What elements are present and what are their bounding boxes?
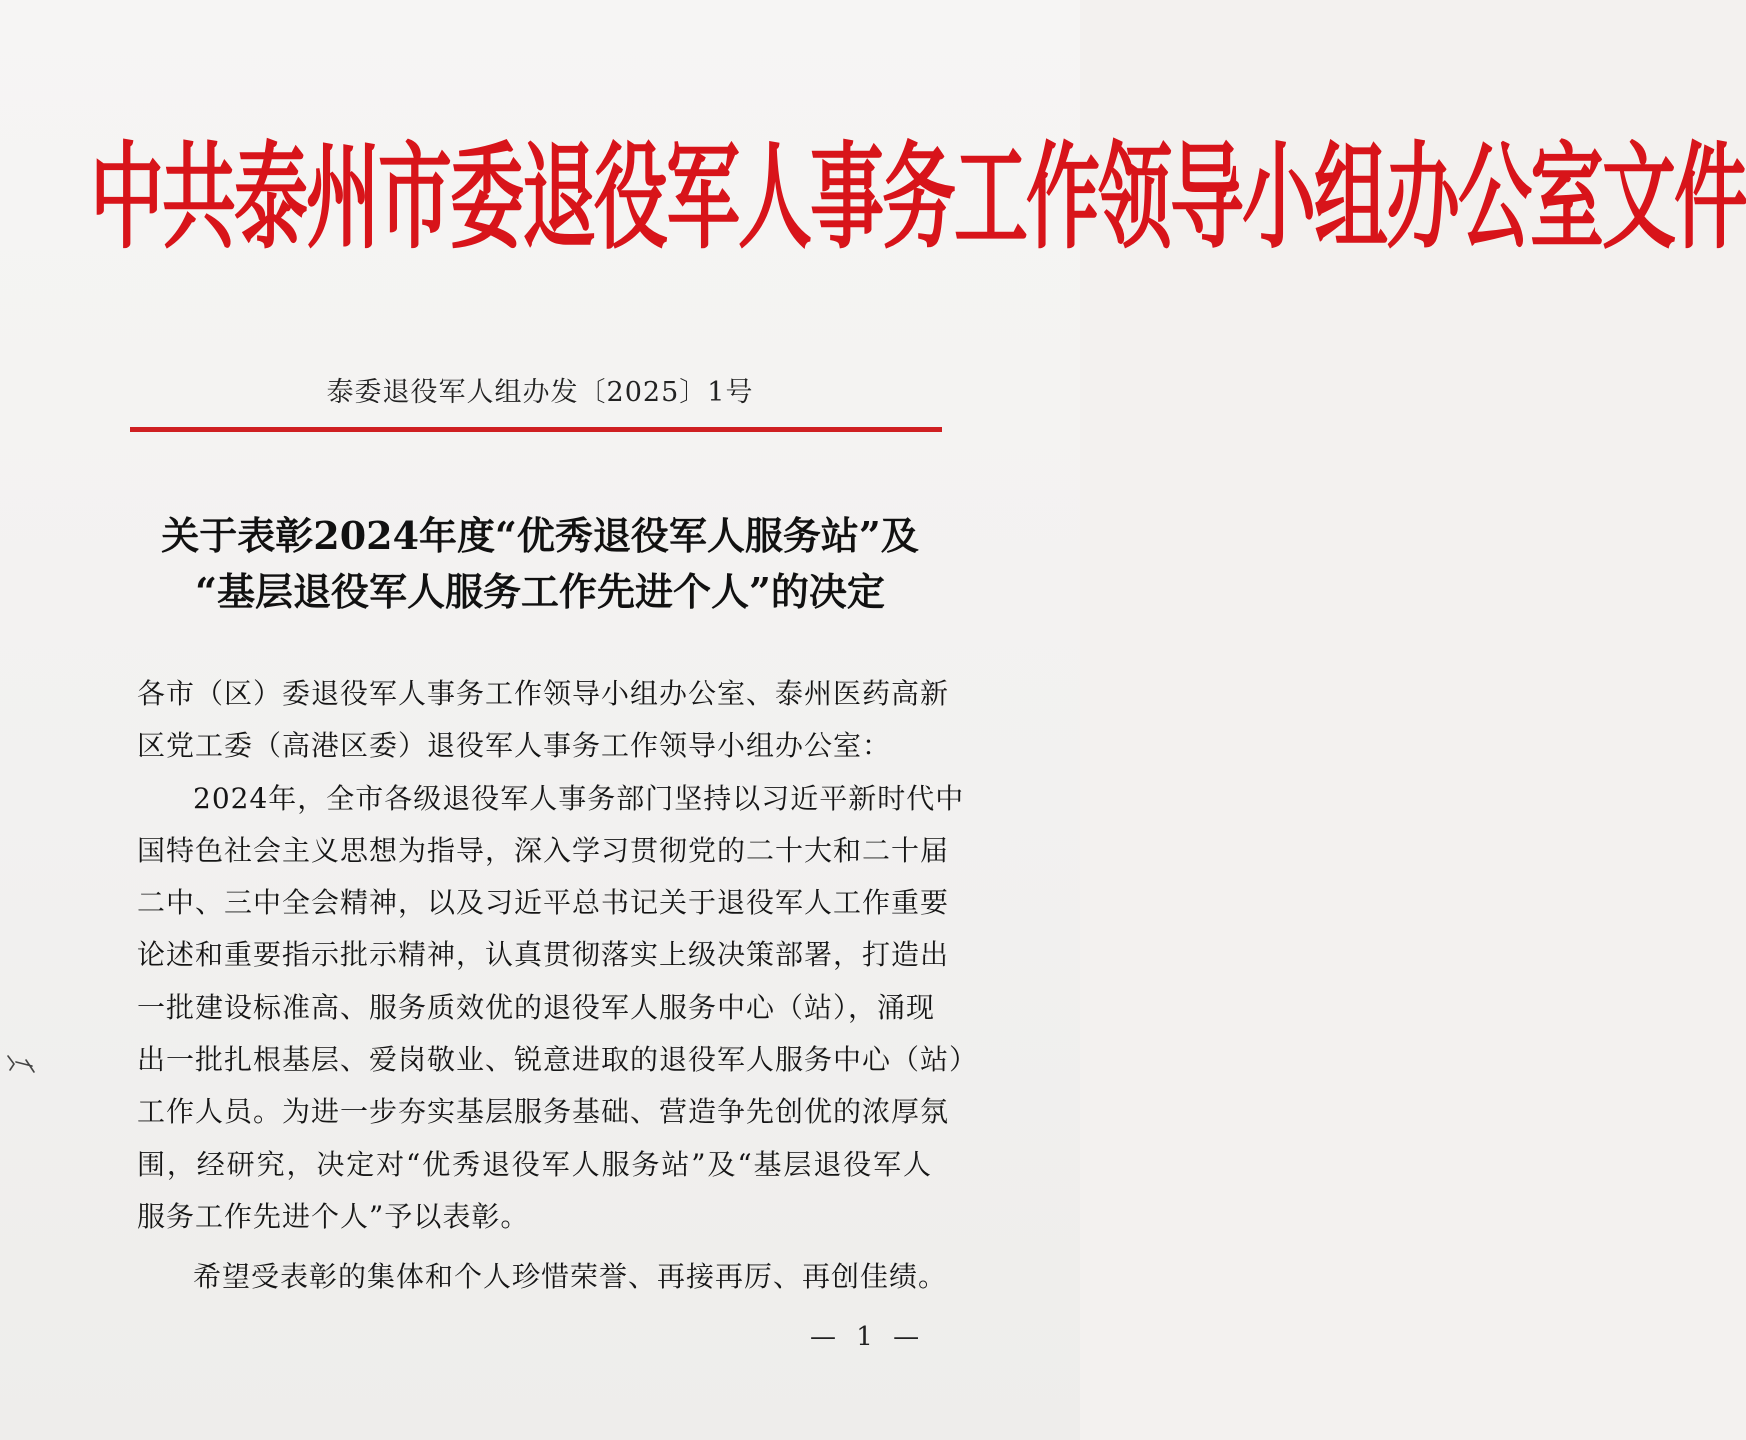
document-body xyxy=(137,668,979,1304)
paragraph-line: 二中、三中全会精神，以及习近平总书记关于退役军人工作重要 xyxy=(137,886,950,920)
paragraph-line: 国特色社会主义思想为指导，深入学习贯彻党的二十大和二十届 xyxy=(137,833,950,867)
decision-title-line: “基层退役军人服务工作先进个人”的决定 xyxy=(195,569,885,614)
page-number: — 1 — xyxy=(810,1322,926,1352)
paragraph-line: 希望受表彰的集体和个人珍惜荣誉、再接再厉、再创佳绩。 xyxy=(193,1260,948,1294)
paragraph-line: 工作人员。为进一步夯实基层服务基础、营造争先创优的浓厚氛 xyxy=(137,1095,950,1129)
paragraph-line: 论述和重要指示批示精神，认真贯彻落实上级决策部署，打造出 xyxy=(137,938,950,972)
paragraph-line: 一批建设标准高、服务质效优的退役军人服务中心（站），涌现 xyxy=(137,990,936,1024)
addressee-line: 区党工委（高港区委）退役军人事务工作领导小组办公室： xyxy=(137,729,892,763)
paragraph-line: 围，经研究，决定对“优秀退役军人服务站”及“基层退役军人 xyxy=(137,1147,932,1181)
red-divider-line xyxy=(130,427,942,432)
paragraph-line: 服务工作先进个人”予以表彰。 xyxy=(137,1199,530,1233)
scan-mark-icon xyxy=(4,1050,44,1080)
paragraph-line: 2024年，全市各级退役军人事务部门坚持以习近平新时代中 xyxy=(193,781,965,815)
issuer-title: 中共泰州市委退役军人事务工作领导小组办公室文件 xyxy=(90,131,1746,265)
decision-title xyxy=(110,508,970,620)
paragraph-gap xyxy=(137,1243,932,1251)
paragraph-line: 出一批扎根基层、爱岗敬业、锐意进取的退役军人服务中心（站） xyxy=(137,1043,979,1077)
decision-title-line: 关于表彰2024年度“优秀退役军人服务站”及 xyxy=(161,513,919,558)
addressee-line: 各市（区）委退役军人事务工作领导小组办公室、泰州医药高新 xyxy=(137,677,950,710)
document-number: 泰委退役军人组办发〔2025〕1号 xyxy=(326,377,754,408)
